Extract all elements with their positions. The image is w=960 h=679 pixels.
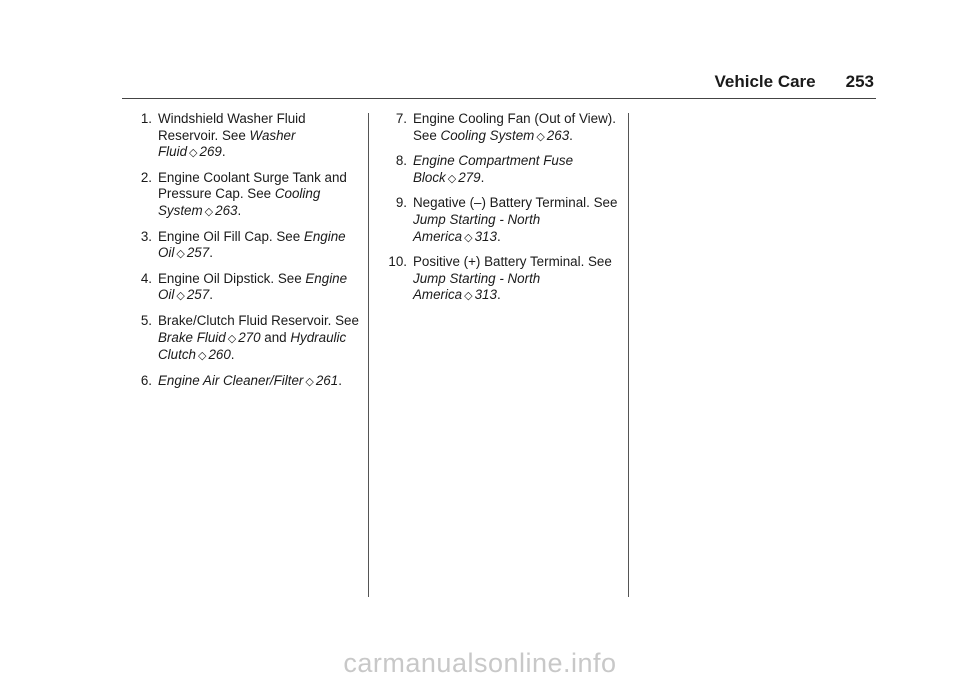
list-item bbox=[128, 229, 360, 263]
page-reference[interactable]: 313 bbox=[474, 287, 497, 303]
item-number: 9. bbox=[395, 195, 407, 211]
cross-reference-link[interactable]: Engine Oil bbox=[158, 228, 346, 261]
item-body: Brake/Clutch Fluid Reservoir. See Brake Fluid ◇ 270 and Hydraulic Clutch ◇ 260. bbox=[158, 312, 359, 363]
item-number: 4. bbox=[140, 270, 152, 286]
page-ref-icon: ◇ bbox=[176, 290, 185, 303]
cross-reference-link[interactable]: Engine Oil bbox=[158, 270, 348, 303]
section-title: Vehicle Care bbox=[714, 72, 816, 91]
page-ref-icon: ◇ bbox=[464, 290, 473, 303]
cross-reference-link[interactable]: Cooling System bbox=[440, 127, 535, 143]
item-body: Windshield Washer Fluid Reservoir. See Washer Fluid ◇ 269. bbox=[158, 111, 306, 160]
page-reference[interactable]: 279 bbox=[458, 169, 481, 185]
list-item bbox=[383, 153, 619, 187]
page-header bbox=[715, 72, 875, 92]
cross-reference-link[interactable]: Engine Compartment Fuse Block bbox=[413, 153, 574, 185]
item-text: Engine Coolant Surge Tank and Pressure Cap. See bbox=[158, 169, 347, 202]
page-reference[interactable]: 270 bbox=[238, 329, 261, 345]
page-reference[interactable]: 260 bbox=[208, 347, 231, 363]
cross-reference-link[interactable]: Brake Fluid bbox=[158, 329, 226, 345]
cross-reference-link[interactable]: Engine Air Cleaner/Filter bbox=[158, 372, 304, 388]
item-text: Windshield Washer Fluid Reservoir. See bbox=[158, 111, 306, 143]
page-reference[interactable]: 257 bbox=[186, 287, 210, 303]
list-item bbox=[128, 373, 360, 391]
header-divider bbox=[122, 98, 876, 99]
item-body: Engine Air Cleaner/Filter ◇ 261. bbox=[158, 372, 342, 388]
watermark: carmanualsonline.info bbox=[343, 648, 617, 678]
item-text-tail: and bbox=[260, 329, 291, 345]
list-item bbox=[128, 111, 360, 162]
item-text: Positive (+) Battery Terminal. See bbox=[413, 254, 612, 270]
item-number: 3. bbox=[140, 228, 152, 244]
page-reference[interactable]: 263 bbox=[215, 202, 238, 218]
item-number: 6. bbox=[140, 372, 152, 388]
page-number: 253 bbox=[845, 72, 874, 91]
cross-reference-link[interactable]: Hydraulic Clutch bbox=[158, 329, 347, 363]
page-ref-icon: ◇ bbox=[197, 350, 207, 363]
item-number: 10. bbox=[388, 254, 407, 270]
item-body: Engine Compartment Fuse Block ◇ 279. bbox=[413, 153, 574, 185]
item-body: Positive (+) Battery Terminal. See Jump Starting - North America ◇ 313. bbox=[413, 254, 612, 303]
item-number: 5. bbox=[140, 312, 152, 328]
page-reference[interactable]: 313 bbox=[474, 228, 497, 244]
page-reference[interactable]: 257 bbox=[186, 245, 210, 261]
list-item bbox=[383, 254, 619, 305]
item-text: Engine Cooling Fan (Out of View). See bbox=[413, 111, 616, 143]
item-body: Engine Oil Dipstick. See Engine Oil ◇ 257. bbox=[158, 270, 348, 303]
item-body: Negative (–) Battery Terminal. See Jump Starting - North America ◇ 313. bbox=[413, 195, 618, 244]
cross-reference-link[interactable]: Jump Starting - North America bbox=[413, 270, 541, 303]
cross-reference-link[interactable]: Jump Starting - North America bbox=[413, 211, 541, 244]
page-ref-icon: ◇ bbox=[464, 231, 473, 244]
item-text: Negative (–) Battery Terminal. See bbox=[413, 195, 618, 211]
item-body: Engine Cooling Fan (Out of View). See Cooling System ◇ 263. bbox=[413, 111, 616, 143]
page-ref-icon: ◇ bbox=[447, 172, 457, 185]
item-text: Brake/Clutch Fluid Reservoir. See bbox=[158, 312, 359, 328]
page-ref-icon: ◇ bbox=[227, 332, 237, 345]
page-ref-icon: ◇ bbox=[176, 248, 185, 261]
item-number: 7. bbox=[395, 111, 407, 126]
page-reference[interactable]: 269 bbox=[199, 144, 222, 160]
item-body: Engine Coolant Surge Tank and Pressure Cap. See Cooling System ◇ 263. bbox=[158, 169, 347, 218]
page-ref-icon: ◇ bbox=[204, 205, 214, 218]
page-ref-icon: ◇ bbox=[305, 375, 314, 388]
page-reference[interactable]: 261 bbox=[315, 372, 339, 388]
cross-reference-link[interactable]: Washer Fluid bbox=[158, 127, 296, 160]
list-item bbox=[383, 111, 619, 145]
item-number: 8. bbox=[395, 153, 407, 169]
item-number: 1. bbox=[140, 111, 152, 126]
item-number: 2. bbox=[140, 169, 152, 185]
list-item bbox=[128, 313, 360, 365]
item-text: Engine Oil Dipstick. See bbox=[158, 270, 306, 286]
left-column bbox=[128, 111, 360, 398]
item-text: Engine Oil Fill Cap. See bbox=[158, 228, 304, 244]
right-column bbox=[383, 111, 619, 313]
list-item bbox=[128, 170, 360, 221]
page-reference[interactable]: 263 bbox=[546, 127, 570, 143]
page-ref-icon: ◇ bbox=[189, 147, 198, 160]
column-divider-left bbox=[368, 113, 369, 597]
column-divider-right bbox=[628, 113, 629, 597]
list-item bbox=[383, 195, 619, 246]
item-body: Engine Oil Fill Cap. See Engine Oil ◇ 257. bbox=[158, 228, 346, 261]
page-ref-icon: ◇ bbox=[536, 130, 545, 143]
list-item bbox=[128, 271, 360, 305]
cross-reference-link[interactable]: Cooling System bbox=[158, 186, 321, 218]
